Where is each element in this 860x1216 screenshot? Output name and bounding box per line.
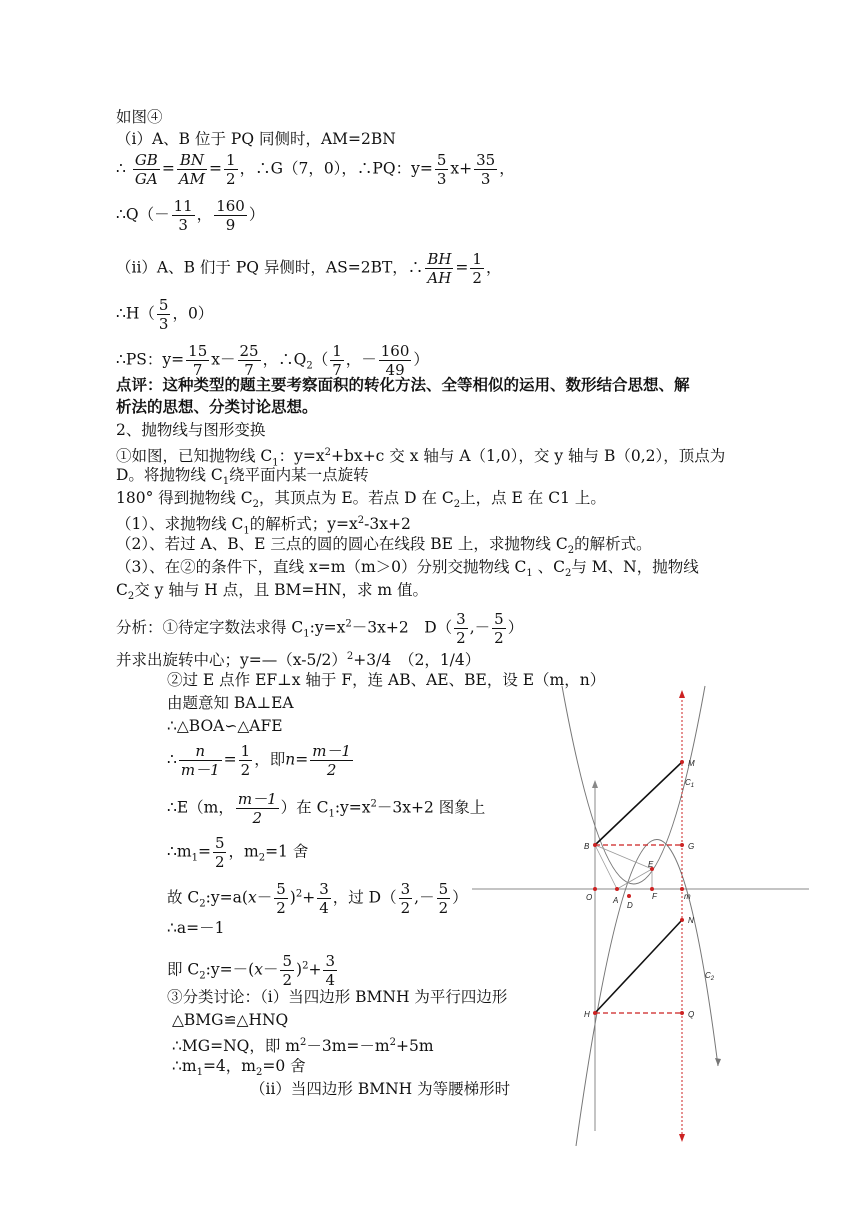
label-e: E [648,860,654,869]
analysis-congruent: △BMG≌△HNQ [172,1011,289,1029]
curve-c1 [562,686,705,884]
point-h [593,1011,597,1015]
point-o [593,887,597,891]
label-f: F [652,892,657,901]
fraction: $\frac{1}{2}$ [240,742,251,779]
analysis-mg-nq: ∴MG=NQ，即 $m^2-3m=-m^2+5m$ [172,1037,434,1056]
point-g [680,843,684,847]
label-a: A [613,896,619,905]
comment-line-2: 析法的思想、分类讨论思想。 [116,397,318,416]
analysis-step-2: ②过 E 点作 EF⊥x 轴于 F，连 AB、AE、BE，设 E（m，n） [167,671,606,689]
section-heading: 2、抛物线与图形变换 [116,421,266,439]
label-o: O [586,893,593,902]
fraction: $\frac{3}{2}$ [456,610,466,647]
label-m: M [688,759,695,768]
fraction: $\frac{5}{2}$ [214,834,225,871]
fraction: $\frac{1}{7}$ [332,342,342,379]
label-c1: $C_1$ [685,778,695,789]
fraction: $\frac{5}{3}$ [436,151,447,188]
point-n [680,918,684,922]
analysis-c2-form: 故 $C_2:y=a(x-$ $\frac{5}{2}$ )$^2$+ $\frac{3}{4}$ ，过 D（ $\frac{3}{2}$ ,－ $\frac{5}{2}$ ） [167,880,468,917]
fraction: $\frac{3}{2}$ [400,880,411,917]
fraction: $\frac{5}{2}$ [282,952,292,989]
fraction: $\frac{m-1}{2}$ [237,790,277,827]
fraction: $\frac{25}{7}$ [239,342,259,379]
fraction: $\frac{m-1}{2}$ [312,742,351,779]
fraction: $\frac{160}{9}$ [216,197,245,234]
fraction: $\frac{5}{2}$ [494,610,504,647]
fraction: $\frac{BN}{AM}$ [178,151,206,188]
fraction: $\frac{11}{3}$ [173,197,193,234]
fraction: $\frac{160}{49}$ [380,342,410,379]
y-axis-arrow-icon [592,780,598,788]
fraction: $\frac{15}{7}$ [188,342,208,379]
fraction: $\frac{5}{2}$ [438,880,449,917]
problem-part-3-cont: $C_2$交 y 轴与 H 点，且 BM=HN，求 m 值。 [116,581,429,603]
label-b: B [584,842,590,851]
label-d: D [627,901,633,910]
label-n: N [688,916,694,925]
label-h: H [584,1010,590,1019]
analysis-m-values: $\therefore m_1=$ $\frac{5}{2}$ ，$m_2=1$ 舍 [167,834,309,871]
fraction: $\frac{1}{2}$ [472,250,482,287]
analysis-step-3: ③分类讨论：（i）当四边形 BMNH 为平行四边形 [167,988,508,1006]
problem-line-2: D。将抛物线 $C_1$绕平面内某一点旋转 [116,466,369,488]
label-m-axis: m [684,892,691,901]
analysis-c2-result: 即 $C_2:y=-(x-$ $\frac{5}{2}$ )$^2$+ $\frac{3}{4}$ [167,952,335,989]
label-g: G [688,842,695,851]
problem-part-2: （2）、若过 A、B、E 三点的圆的圆心在线段 BE 上，求抛物线 $C_2$的解析式。 [116,535,652,557]
segment-bm [595,762,682,845]
c2-arrow-icon [715,1058,721,1066]
analysis-point-e: ∴E（m， $\frac{m-1}{2}$ ）在 $C_1:y=x^2-3x+2$ 图象上 [167,790,486,827]
point-f [650,887,654,891]
line-case-i: （i）A、B 位于 PQ 同侧时，AM=2BN [116,130,396,148]
point-a [615,887,619,891]
point-q [680,1011,684,1015]
parabola-figure [472,676,812,1146]
line-ps: ∴PS：y= $\frac{15}{7}$ x－ $\frac{25}{7}$ ，$\therefore Q_2$（ $\frac{1}{7}$ ，－ $\frac{160}{49}$ ） [116,342,429,379]
fraction: $\frac{BH}{AH}$ [427,250,452,287]
line-point-h: ∴H（ $\frac{5}{3}$ ，0） [116,296,214,333]
problem-part-3: （3）、在②的条件下，直线 x=m（m＞0）分别交抛物线 $C_1$ 、$C_2$与 M、N，抛物线 [116,558,699,580]
point-m [680,760,684,764]
label-c2: $C_2$ [705,971,715,982]
fraction: $\frac{n}{m-1}$ [180,742,220,779]
analysis-a-value: ∴a=－1 [167,919,225,937]
vertical-arrow-up-icon [679,690,685,698]
line-case-ii: （ii）A、B 们于 PQ 异侧时，AS=2BT，∴ $\frac{BH}{AH}$ = $\frac{1}{2}$ ， [116,250,502,287]
analysis-rotation-center: 并求出旋转中心；$y=—(x-5/2)^2+3/4$ （2，1/4） [116,651,481,670]
problem-line-3: 180° 得到抛物线 $C_2$，其顶点为 E。若点 D 在 $C_2$上，点 E 在 C1 上。 [116,489,606,511]
fraction: $\frac{5}{3}$ [158,296,169,333]
label-q: Q [688,1010,695,1019]
line-point-q: ∴Q（－ $\frac{11}{3}$ ， $\frac{160}{9}$ ） [116,197,265,234]
fraction: $\frac{35}{3}$ [476,151,496,188]
line-figure-ref: 如图④ [116,108,163,126]
fraction: $\frac{3}{4}$ [319,880,329,917]
problem-line-1: ①如图，已知抛物线 $C_1$：$y=x^2+bx+c$ 交 x 轴与 A（1,0），交 y 轴与 B（0,2），顶点为 [116,447,726,469]
analysis-case-ii: （ii）当四边形 BMNH 为等腰梯形时 [250,1080,511,1098]
analysis-line-1: 分析：①待定字数法求得 $C_1:y=x^2-3x+2$ D（ $\frac{3}{2}$ ,－ $\frac{5}{2}$ ） [116,610,524,647]
point-m-axis [680,887,684,891]
fraction: $\frac{5}{2}$ [276,880,286,917]
analysis-similar: ∴△BOA∽△AFE [167,717,283,735]
line-ratio-gb-ga: ∴ $\frac{GB}{GA}$ = $\frac{BN}{AM}$ = $\frac{1}{2}$ ，∴G（7，0），∴PQ：y= $\frac{5}{3}$ x+ $\frac{35}{3}$ ， [116,151,515,188]
problem-part-1: （1）、求抛物线 $C_1$的解析式；$y=x^2-3x+2$ [116,515,411,537]
curve-c2 [576,839,718,1146]
point-b [593,843,597,847]
vertical-arrow-down-icon [679,1134,685,1142]
fraction: $\frac{GB}{GA}$ [134,151,158,188]
fraction: $\frac{3}{4}$ [325,952,335,989]
segment-ba [595,845,617,889]
comment-line-1: 点评：这种类型的题主要考察面积的转化方法、全等相似的运用、数形结合思想、解 [116,375,690,394]
analysis-ratio: ∴ $\frac{n}{m-1}$ = $\frac{1}{2}$ ，即n= $\frac{m-1}{2}$ [167,742,351,779]
segment-hn [595,920,682,1013]
analysis-perpendicular: 由题意知 BA⊥EA [167,694,294,712]
point-d [627,894,631,898]
analysis-m-result: $\therefore m_1=4$，$m_2=0$ 舍 [172,1057,306,1079]
fraction: $\frac{1}{2}$ [226,151,236,188]
